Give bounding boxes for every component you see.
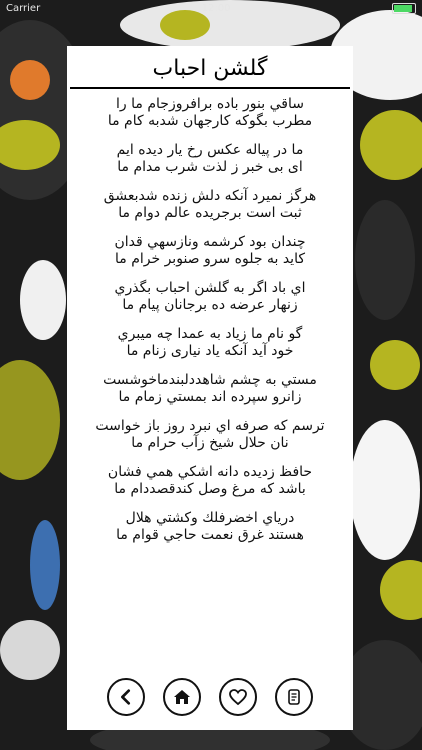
couplet bbox=[83, 234, 337, 268]
scroll-icon bbox=[284, 687, 304, 707]
chevron-left-icon bbox=[117, 688, 135, 706]
bottom-toolbar bbox=[67, 678, 353, 722]
heart-icon bbox=[228, 687, 248, 707]
poem-body bbox=[67, 96, 353, 556]
poem-line: گو نام ما زياد به عمدا چه ميبري bbox=[117, 326, 303, 342]
page-title: گلشن احباب bbox=[152, 55, 268, 81]
status-bar bbox=[0, 0, 422, 16]
clock: 12:00 bbox=[201, 2, 231, 14]
poem-line: زانرو سپرده اند بمستي زمام ما bbox=[118, 389, 302, 405]
poem-line: خود آید آنکه یاد نیاری زنام ما bbox=[126, 343, 294, 359]
poem-line: ترسم که صرفه اي نبرد روز باز خواست bbox=[95, 418, 325, 434]
couplet bbox=[83, 188, 337, 222]
back-button[interactable] bbox=[107, 678, 145, 716]
home-icon bbox=[172, 687, 192, 707]
poem-line: نان حلال شیخ زآب حرام ما bbox=[131, 435, 289, 451]
poem-line: ای بی خبر ز لذت شرب مدام ما bbox=[117, 159, 303, 175]
poem-line: اي باد اگر به گلشن احباب بگذري bbox=[114, 280, 306, 296]
poem-line: چندان بود کرشمه ونازسهي قدان bbox=[114, 234, 306, 250]
couplet bbox=[83, 326, 337, 360]
poem-line: مطرب بگوکه کارجهان شدبه کام ما bbox=[107, 113, 313, 129]
favorite-button[interactable] bbox=[219, 678, 257, 716]
poem-line: حافظ زديده دانه اشکي همي فشان bbox=[107, 464, 313, 480]
battery-icon bbox=[392, 3, 416, 14]
poem-line: درياي اخضرفلك وکشتي هلال bbox=[125, 510, 295, 526]
poem-line: هستند غرق نعمت حاجي قوام ما bbox=[116, 527, 304, 543]
battery-level bbox=[394, 5, 412, 12]
couplet bbox=[83, 464, 337, 498]
poem-line: هرگز نمیرد آنکه دلش زنده شدبعشق bbox=[103, 188, 317, 204]
poem-line: ثبت است برجریده عالم دوام ما bbox=[118, 205, 302, 221]
couplet bbox=[83, 372, 337, 406]
couplet bbox=[83, 510, 337, 544]
couplet bbox=[83, 418, 337, 452]
poem-line: کاید به جلوه سرو صنوبر خرام ما bbox=[114, 251, 306, 267]
couplet bbox=[83, 96, 337, 130]
list-button[interactable] bbox=[275, 678, 313, 716]
home-button[interactable] bbox=[163, 678, 201, 716]
title-bar bbox=[70, 49, 350, 89]
poem-line: ما در پیاله عکس رخ یار دیده ایم bbox=[116, 142, 304, 158]
poem-line: زنهار عرضه ده برجانان پیام ما bbox=[122, 297, 298, 313]
poem-line: ساقي بنور باده برافروزجام ما را bbox=[116, 96, 304, 112]
poem-line: باشد که مرغ وصل کندقصددام ما bbox=[114, 481, 306, 497]
couplet bbox=[83, 142, 337, 176]
poem-line: مستي به چشم شاهددلبندماخوشست bbox=[103, 372, 317, 388]
couplet bbox=[83, 280, 337, 314]
poem-panel bbox=[67, 46, 353, 730]
carrier-label: Carrier bbox=[6, 2, 41, 14]
